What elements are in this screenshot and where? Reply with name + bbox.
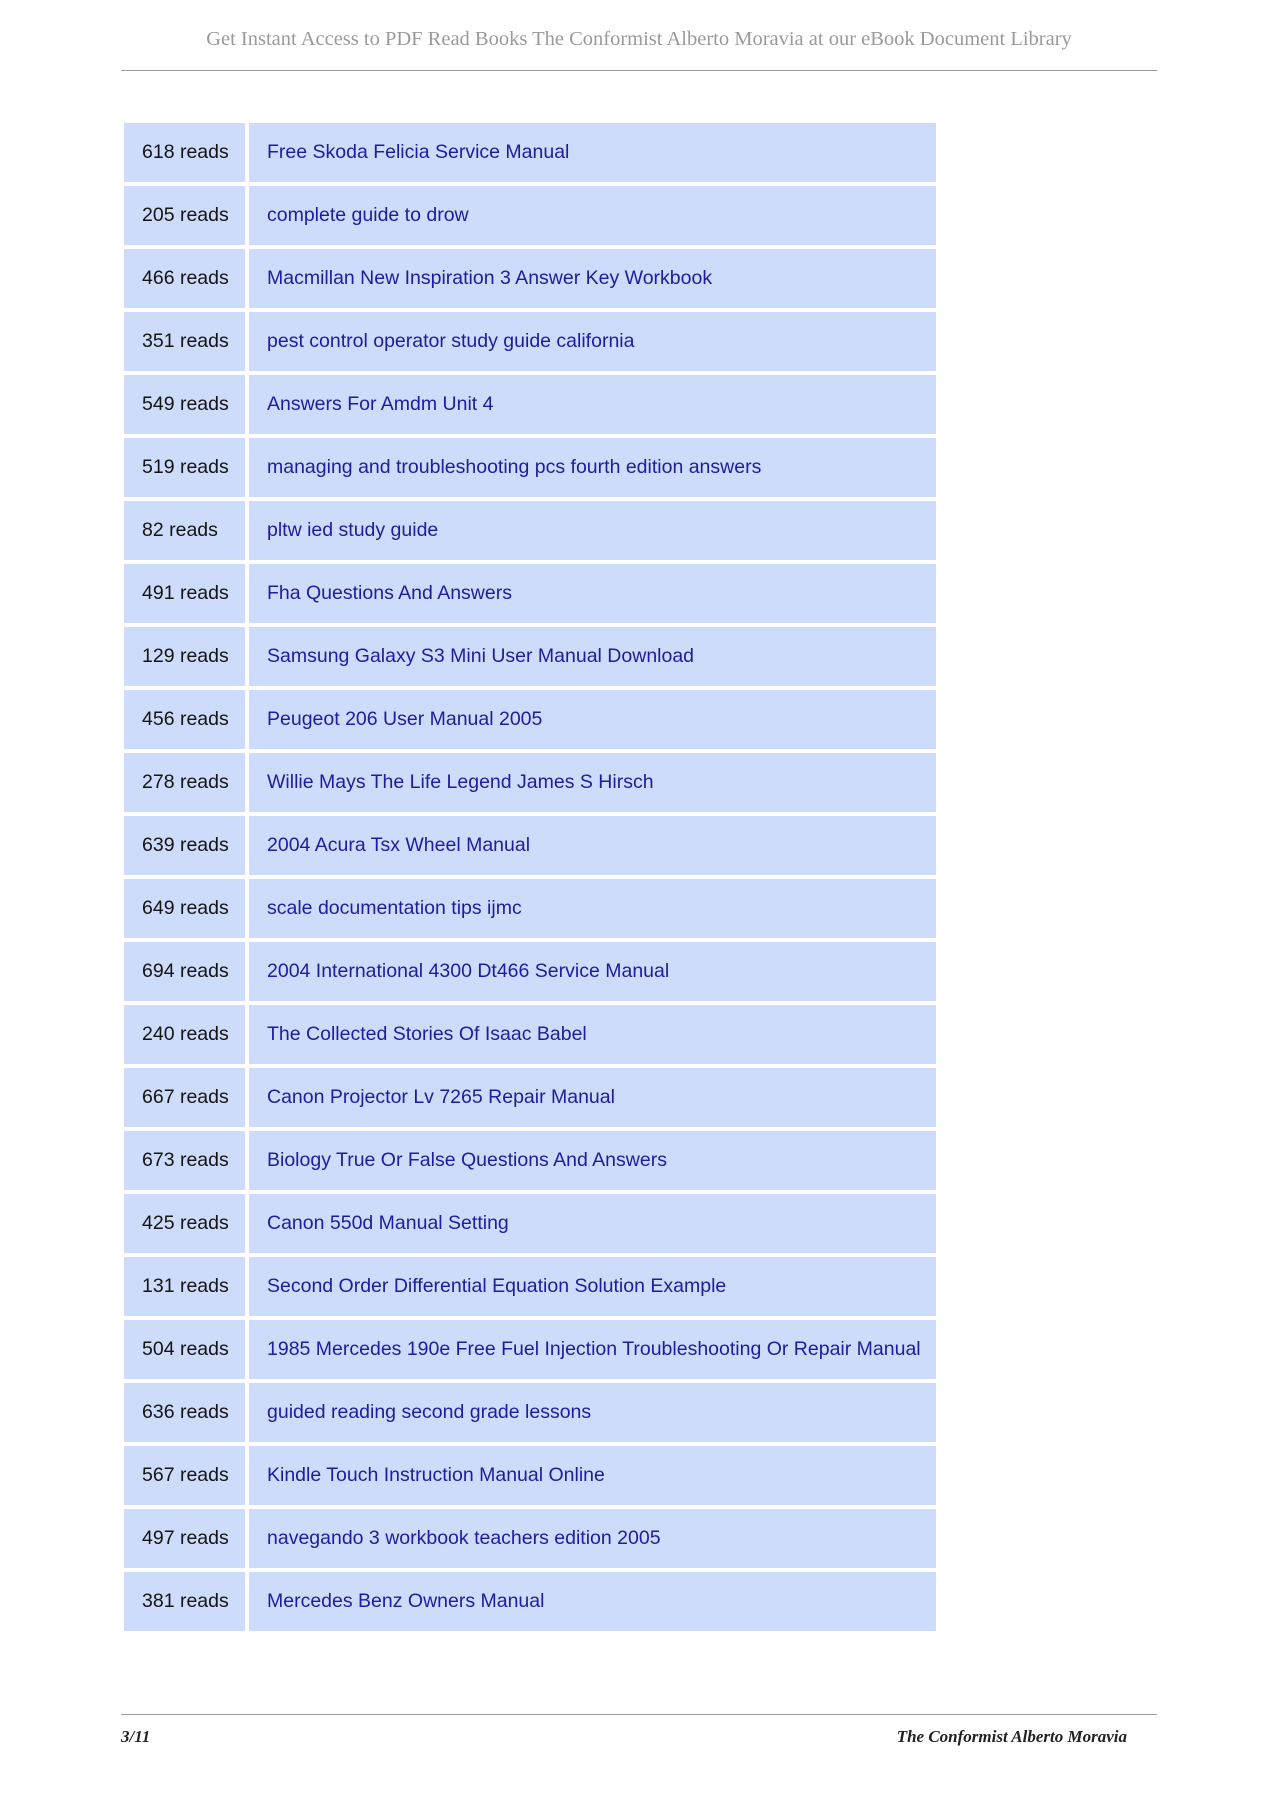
book-title-link[interactable]: scale documentation tips ijmc — [249, 879, 936, 938]
read-count: 240 reads — [124, 1005, 245, 1064]
read-count: 456 reads — [124, 690, 245, 749]
book-title-link[interactable]: The Collected Stories Of Isaac Babel — [249, 1005, 936, 1064]
list-item — [124, 1446, 936, 1505]
book-title-link[interactable]: Peugeot 206 User Manual 2005 — [249, 690, 936, 749]
page-header: Get Instant Access to PDF Read Books The Conformist Alberto Moravia at our eBook Document Library — [206, 28, 1072, 50]
book-title-link[interactable]: Canon 550d Manual Setting — [249, 1194, 936, 1253]
list-item — [124, 312, 936, 371]
list-item — [124, 501, 936, 560]
list-item — [124, 753, 936, 812]
book-list — [124, 123, 936, 1635]
list-item — [124, 1194, 936, 1253]
list-item — [124, 438, 936, 497]
list-item — [124, 1572, 936, 1631]
book-title-link[interactable]: guided reading second grade lessons — [249, 1383, 936, 1442]
read-count: 504 reads — [124, 1320, 245, 1379]
footer-title: The Conformist Alberto Moravia — [896, 1727, 1127, 1746]
list-item — [124, 816, 936, 875]
read-count: 694 reads — [124, 942, 245, 1001]
book-title-link[interactable]: Second Order Differential Equation Solution Example — [249, 1257, 936, 1316]
read-count: 381 reads — [124, 1572, 245, 1631]
header-divider — [121, 70, 1157, 71]
list-item — [124, 1320, 936, 1379]
book-title-link[interactable]: Answers For Amdm Unit 4 — [249, 375, 936, 434]
read-count: 649 reads — [124, 879, 245, 938]
read-count: 82 reads — [124, 501, 245, 560]
book-title-link[interactable]: Macmillan New Inspiration 3 Answer Key Workbook — [249, 249, 936, 308]
book-title-link[interactable]: pltw ied study guide — [249, 501, 936, 560]
list-item — [124, 375, 936, 434]
footer-divider — [121, 1714, 1157, 1715]
list-item — [124, 564, 936, 623]
book-title-link[interactable]: Free Skoda Felicia Service Manual — [249, 123, 936, 182]
list-item — [124, 879, 936, 938]
book-title-link[interactable]: pest control operator study guide california — [249, 312, 936, 371]
book-title-link[interactable]: Biology True Or False Questions And Answers — [249, 1131, 936, 1190]
read-count: 278 reads — [124, 753, 245, 812]
book-title-link[interactable]: Mercedes Benz Owners Manual — [249, 1572, 936, 1631]
book-title-link[interactable]: complete guide to drow — [249, 186, 936, 245]
read-count: 491 reads — [124, 564, 245, 623]
book-title-link[interactable]: 1985 Mercedes 190e Free Fuel Injection Troubleshooting Or Repair Manual — [249, 1320, 936, 1379]
read-count: 425 reads — [124, 1194, 245, 1253]
list-item — [124, 186, 936, 245]
list-item — [124, 249, 936, 308]
list-item — [124, 123, 936, 182]
book-title-link[interactable]: navegando 3 workbook teachers edition 2005 — [249, 1509, 936, 1568]
list-item — [124, 1005, 936, 1064]
book-title-link[interactable]: Willie Mays The Life Legend James S Hirsch — [249, 753, 936, 812]
read-count: 466 reads — [124, 249, 245, 308]
read-count: 205 reads — [124, 186, 245, 245]
list-item — [124, 1068, 936, 1127]
read-count: 519 reads — [124, 438, 245, 497]
list-item — [124, 1383, 936, 1442]
list-item — [124, 942, 936, 1001]
book-title-link[interactable]: Canon Projector Lv 7265 Repair Manual — [249, 1068, 936, 1127]
read-count: 636 reads — [124, 1383, 245, 1442]
list-item — [124, 1257, 936, 1316]
page-number: 3/11 — [121, 1727, 151, 1746]
book-title-link[interactable]: 2004 International 4300 Dt466 Service Manual — [249, 942, 936, 1001]
book-title-link[interactable]: 2004 Acura Tsx Wheel Manual — [249, 816, 936, 875]
list-item — [124, 627, 936, 686]
read-count: 497 reads — [124, 1509, 245, 1568]
read-count: 129 reads — [124, 627, 245, 686]
book-title-link[interactable]: Kindle Touch Instruction Manual Online — [249, 1446, 936, 1505]
book-title-link[interactable]: managing and troubleshooting pcs fourth edition answers — [249, 438, 936, 497]
book-title-link[interactable]: Fha Questions And Answers — [249, 564, 936, 623]
read-count: 567 reads — [124, 1446, 245, 1505]
read-count: 639 reads — [124, 816, 245, 875]
read-count: 131 reads — [124, 1257, 245, 1316]
read-count: 618 reads — [124, 123, 245, 182]
list-item — [124, 1509, 936, 1568]
read-count: 549 reads — [124, 375, 245, 434]
read-count: 667 reads — [124, 1068, 245, 1127]
list-item — [124, 1131, 936, 1190]
book-title-link[interactable]: Samsung Galaxy S3 Mini User Manual Download — [249, 627, 936, 686]
list-item — [124, 690, 936, 749]
read-count: 673 reads — [124, 1131, 245, 1190]
read-count: 351 reads — [124, 312, 245, 371]
